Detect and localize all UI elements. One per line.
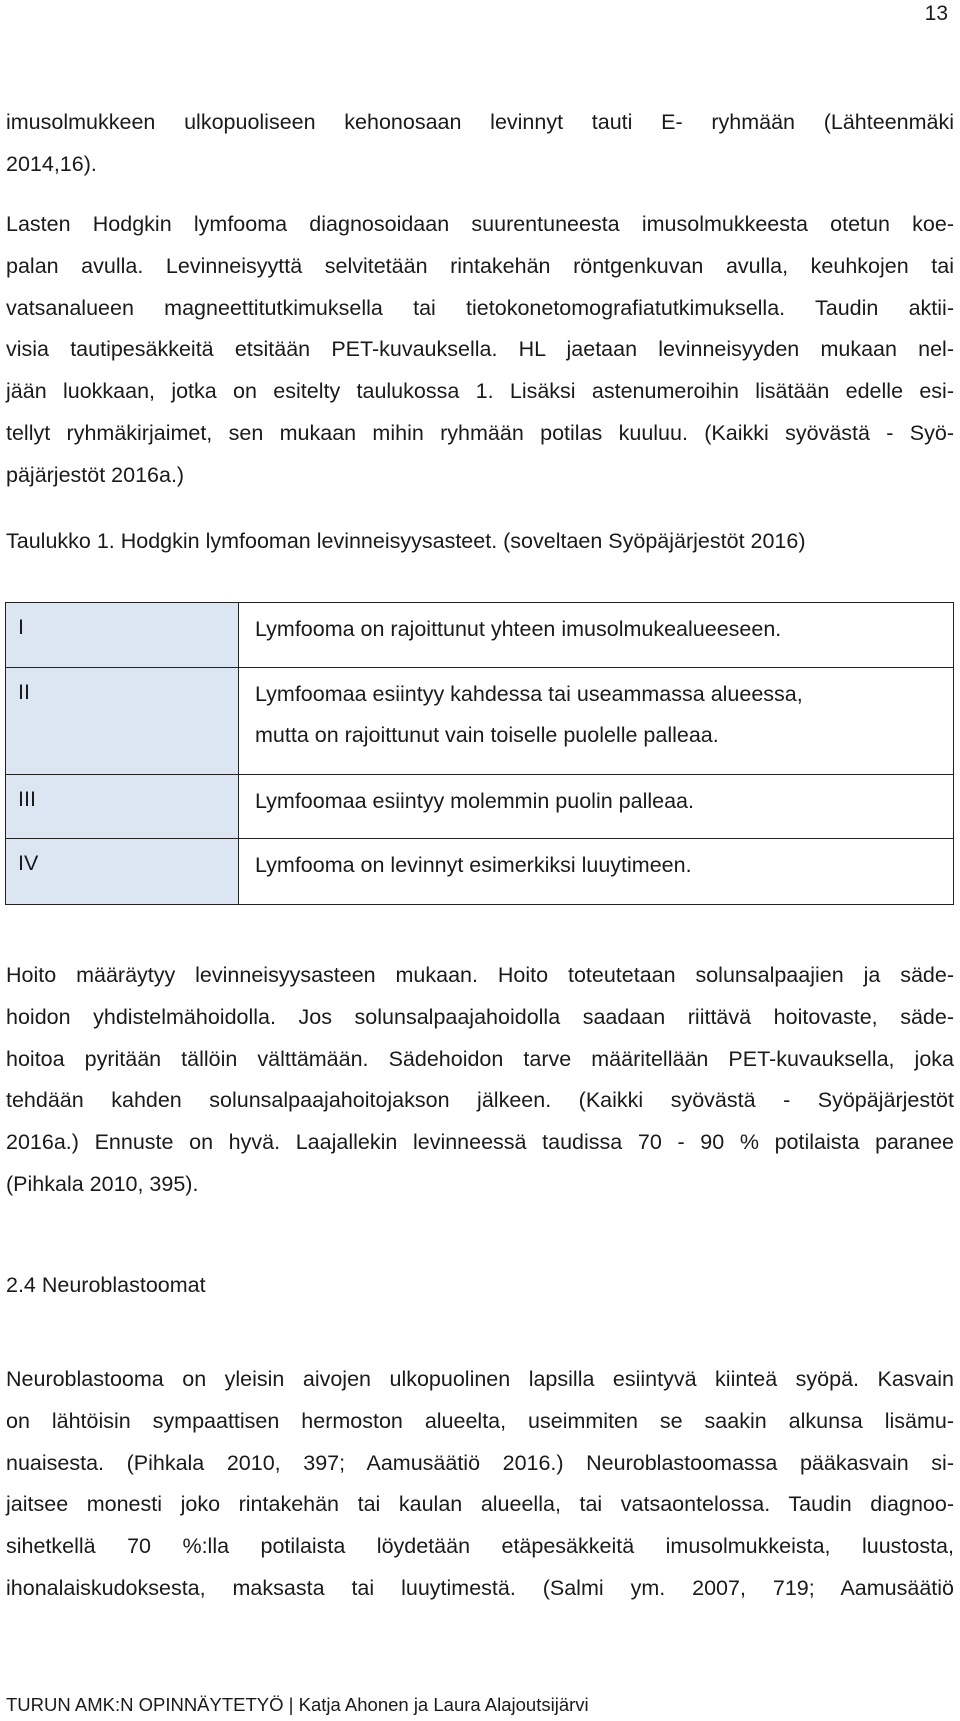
text-line: vatsanalueen magneettitutkimuksella tai tietokonetomografiatutkimuksella. Taudin aktii- [6, 295, 954, 320]
stage-cell: IV [6, 839, 239, 905]
text-line: päjärjestöt 2016a.) [6, 462, 185, 487]
text-line: visia tautipesäkkeitä etsitään PET-kuvauksella. HL jaetaan levinneisyyden mukaan nel- [6, 337, 954, 362]
description-cell [239, 775, 954, 839]
stage-cell: III [6, 775, 239, 839]
text-line: palan avulla. Levinneisyyttä selvitetään rintakehän röntgenkuvan avulla, keuhkojen tai [6, 253, 954, 278]
text-line: hoitoa pyritään tällöin välttämään. Sädehoidon tarve määritellään PET-kuvauksella, joka [6, 1046, 954, 1071]
text-line: tellyt ryhmäkirjaimet, sen mukaan mihin ryhmään potilas kuuluu. (Kaikki syövästä - Syö- [6, 420, 954, 445]
text-line: ihonalaiskudoksesta, maksasta tai luuytimestä. (Salmi ym. 2007, 719; Aamusäätiö [6, 1575, 954, 1600]
description-cell [239, 603, 954, 668]
text-line: Neuroblastooma on yleisin aivojen ulkopuolinen lapsilla esiintyvä kiinteä syöpä. Kasvain [6, 1367, 954, 1391]
text-line: hoidon yhdistelmähoidolla. Jos solunsalpaajahoidolla saadaan riittävä hoitovaste, säde- [6, 1004, 954, 1029]
paragraph-2 [6, 204, 954, 497]
paragraph-4 [6, 1359, 954, 1610]
description-line: mutta on rajoittunut vain toiselle puolelle palleaa. [255, 723, 719, 747]
description-cell [239, 668, 954, 775]
description-cell [239, 839, 954, 905]
page-number: 13 [924, 2, 948, 25]
text-line: imusolmukkeen ulkopuoliseen kehonosaan levinnyt tauti E- ryhmään (Lähteenmäki [6, 110, 954, 134]
text-line: on lähtöisin sympaattisen hermoston alueelta, useimmiten se saakin alkunsa lisämu- [6, 1408, 954, 1433]
description-line: Lymfooma on rajoittunut yhteen imusolmukealueeseen. [255, 617, 782, 641]
text-line: jään luokkaan, jotka on esitelty taulukossa 1. Lisäksi astenumeroihin lisätään edelle esi- [6, 379, 954, 404]
description-line: Lymfoomaa esiintyy kahdessa tai useammassa alueessa, [255, 682, 803, 706]
table-caption: Taulukko 1. Hodgkin lymfooman levinneisyysasteet. (soveltaen Syöpäjärjestöt 2016) [6, 529, 806, 553]
paragraph-3 [6, 955, 954, 1206]
table-row [6, 668, 954, 775]
paragraph-1 [6, 102, 954, 186]
text-line: Hoito määräytyy levinneisyysasteen mukaan. Hoito toteutetaan solunsalpaajien ja säde- [6, 963, 954, 987]
text-line: 2014,16). [6, 151, 97, 176]
text-line: (Pihkala 2010, 395). [6, 1171, 199, 1196]
stage-table [5, 602, 954, 905]
text-line: nuaisesta. (Pihkala 2010, 397; Aamusäätiö 2016.) Neuroblastoomassa pääkasvain si- [6, 1450, 954, 1475]
text-line: tehdään kahden solunsalpaajahoitojakson jälkeen. (Kaikki syövästä - Syöpäjärjestöt [6, 1088, 954, 1113]
table-row [6, 839, 954, 905]
description-line: Lymfooma on levinnyt esimerkiksi luuytimeen. [255, 853, 692, 877]
stage-cell: II [6, 668, 239, 775]
text-line: sihetkellä 70 %:lla potilaista löydetään etäpesäkkeitä imusolmukkeista, luustosta, [6, 1534, 954, 1559]
table-row [6, 775, 954, 839]
table-row [6, 603, 954, 668]
description-line: Lymfoomaa esiintyy molemmin puolin palleaa. [255, 789, 694, 813]
text-line: jaitsee monesti joko rintakehän tai kaulan alueella, tai vatsaontelossa. Taudin diagnoo- [6, 1492, 954, 1517]
text-line: 2016a.) Ennuste on hyvä. Laajallekin levinneessä taudissa 70 - 90 % potilaista paranee [6, 1130, 954, 1155]
text-line: Lasten Hodgkin lymfooma diagnosoidaan suurentuneesta imusolmukkeesta otetun koe- [6, 212, 954, 236]
section-heading: 2.4 Neuroblastoomat [6, 1273, 206, 1297]
footer: TURUN AMK:N OPINNÄYTETYÖ | Katja Ahonen ja Laura Alajoutsijärvi [6, 1694, 589, 1715]
stage-cell: I [6, 603, 239, 668]
